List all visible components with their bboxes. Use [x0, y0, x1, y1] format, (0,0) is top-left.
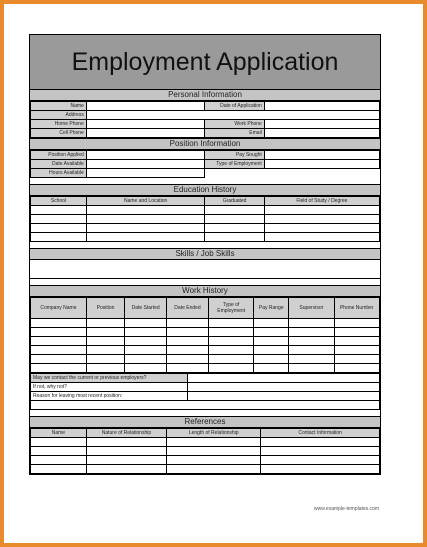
position-table: [30, 150, 380, 178]
skills-field[interactable]: [30, 260, 380, 279]
pay-sought-field[interactable]: [264, 151, 379, 160]
references-col-contact: Contact Information: [261, 429, 380, 438]
work-questions-table: [30, 373, 380, 410]
education-col-name-location: Name and Location: [86, 197, 205, 206]
work-phone-label: Work Phone: [205, 120, 264, 129]
work-col-phone: Phone Number: [334, 298, 379, 319]
email-field[interactable]: [264, 129, 379, 138]
work-section-heading: Work History: [30, 285, 380, 297]
name-field[interactable]: [86, 102, 205, 111]
hours-available-label: Hours Available: [31, 169, 87, 178]
table-row: [31, 364, 380, 373]
references-section-heading: References: [30, 416, 380, 428]
personal-table: [30, 101, 380, 138]
contact-employers-label: May we contact the current or previous employers?: [31, 374, 188, 383]
table-row: [31, 215, 380, 224]
date-of-application-field[interactable]: [264, 102, 379, 111]
type-of-employment-field[interactable]: [264, 160, 379, 169]
reason-leaving-label: Reason for leaving most recent position:: [31, 392, 188, 401]
table-row: [31, 319, 380, 328]
pay-sought-label: Pay Sought: [205, 151, 264, 160]
form-title: Employment Application: [30, 35, 380, 90]
type-of-employment-label: Type of Employment: [205, 160, 264, 169]
email-label: Email: [205, 129, 264, 138]
education-col-school: School: [31, 197, 87, 206]
cell-phone-label: Cell Phone: [31, 129, 87, 138]
reason-leaving-extra-field[interactable]: [31, 401, 380, 410]
table-row: [31, 456, 380, 465]
work-col-type: Type of Employment: [208, 298, 253, 319]
date-available-label: Date Available: [31, 160, 87, 169]
work-phone-field[interactable]: [264, 120, 379, 129]
name-label: Name: [31, 102, 87, 111]
application-form: [29, 34, 381, 475]
table-row: [31, 224, 380, 233]
work-col-position: Position: [86, 298, 124, 319]
hours-available-field[interactable]: [86, 169, 205, 178]
contact-employers-field[interactable]: [188, 374, 380, 383]
references-col-name: Name: [31, 429, 87, 438]
cell-phone-field[interactable]: [86, 129, 205, 138]
work-table: [30, 297, 380, 373]
education-section-heading: Education History: [30, 184, 380, 196]
references-col-nature: Nature of Relationship: [86, 429, 166, 438]
work-col-pay-range: Pay Range: [254, 298, 289, 319]
references-table: [30, 428, 380, 474]
page: [4, 4, 423, 543]
references-col-length: Length of Relationship: [167, 429, 261, 438]
footer-url: www.example-templates.com: [313, 506, 379, 512]
table-row: [31, 465, 380, 474]
work-col-company: Company Name: [31, 298, 87, 319]
education-col-field: Field of Study / Degree: [264, 197, 379, 206]
table-row: [31, 337, 380, 346]
address-label: Address: [31, 111, 87, 120]
date-of-application-label: Date of Application: [205, 102, 264, 111]
address-field[interactable]: [86, 111, 379, 120]
personal-section-heading: Personal Information: [30, 90, 380, 101]
home-phone-field[interactable]: [86, 120, 205, 129]
table-row: [31, 233, 380, 242]
date-available-field[interactable]: [86, 160, 205, 169]
table-row: [31, 346, 380, 355]
work-col-date-ended: Date Ended: [167, 298, 209, 319]
if-not-why-field[interactable]: [188, 383, 380, 392]
table-row: [31, 447, 380, 456]
education-table: [30, 196, 380, 242]
if-not-why-label: If not, why not?: [31, 383, 188, 392]
table-row: [31, 328, 380, 337]
work-col-date-started: Date Started: [125, 298, 167, 319]
table-row: [31, 206, 380, 215]
position-blank: [205, 169, 380, 178]
education-col-graduated: Graduated: [205, 197, 264, 206]
table-row: [31, 355, 380, 364]
work-col-supervisor: Supervisor: [289, 298, 334, 319]
table-row: [31, 438, 380, 447]
position-applied-label: Position Applied: [31, 151, 87, 160]
home-phone-label: Home Phone: [31, 120, 87, 129]
position-applied-field[interactable]: [86, 151, 205, 160]
reason-leaving-field[interactable]: [188, 392, 380, 401]
skills-section-heading: Skills / Job Skills: [30, 248, 380, 260]
position-section-heading: Position Information: [30, 138, 380, 150]
